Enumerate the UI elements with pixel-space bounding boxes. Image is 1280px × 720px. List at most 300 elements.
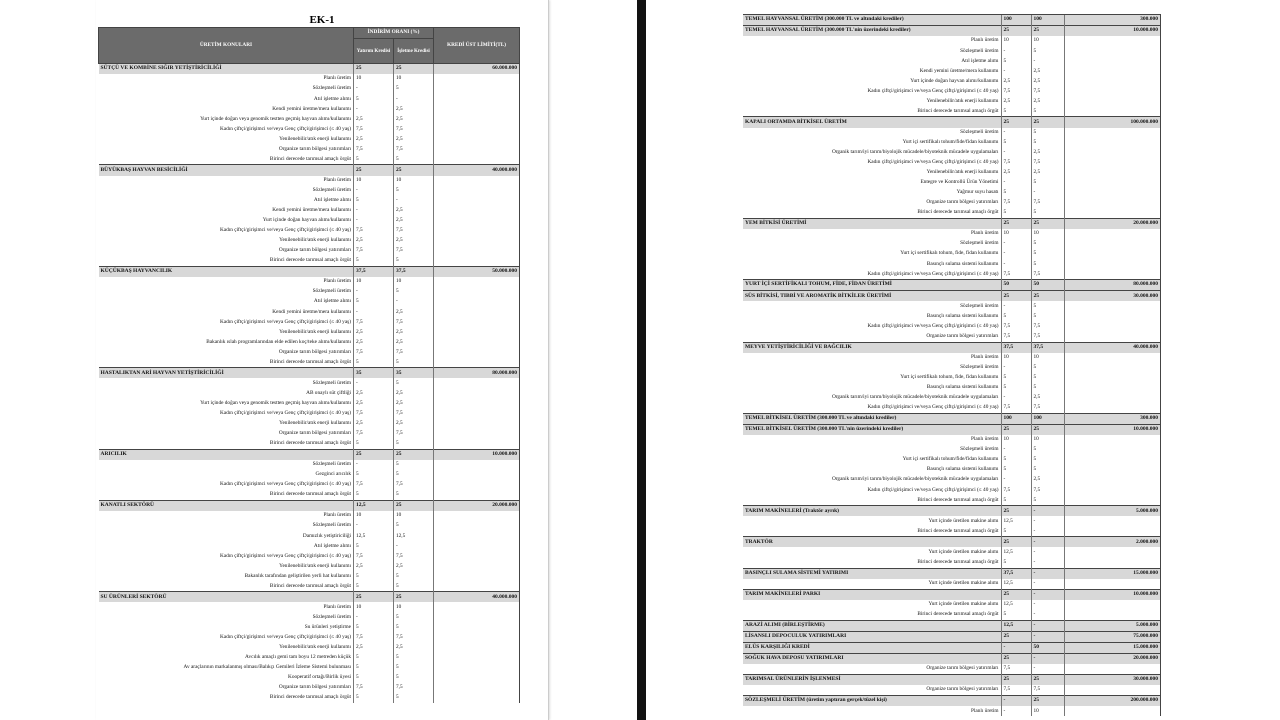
credit-limit: [434, 389, 520, 399]
section-row: [743, 537, 1161, 548]
operating-rate: 2,5: [394, 134, 434, 144]
credit-limit: [1064, 321, 1161, 331]
operating-rate: 5: [394, 663, 434, 673]
right-rate-table: [743, 14, 1161, 716]
operating-rate: 2,5: [394, 307, 434, 317]
credit-limit: [434, 378, 520, 388]
operating-rate: 5: [1031, 46, 1064, 56]
row-label: TARIMSAL ÜRÜNLERİN İŞLENMESİ: [743, 675, 1001, 686]
investment-rate: -: [354, 378, 394, 388]
table-row: [743, 66, 1161, 76]
credit-limit: [1064, 547, 1161, 557]
operating-rate: 7,5: [394, 429, 434, 439]
table-row: [743, 383, 1161, 393]
credit-limit: 100.000.000: [1064, 117, 1161, 128]
operating-rate: 5: [394, 256, 434, 267]
operating-rate: 25: [394, 64, 434, 75]
operating-rate: 5: [1031, 239, 1064, 249]
operating-rate: -: [1031, 600, 1064, 610]
investment-rate: 25: [354, 449, 394, 460]
operating-rate: 25: [394, 449, 434, 460]
investment-rate: 7,5: [354, 144, 394, 154]
investment-rate: 7,5: [354, 409, 394, 419]
row-label: Sözleşmeli üretim: [960, 446, 999, 453]
row-label: SÖZLEŞMELİ ÜRETİM (üretim yaptıran gerçek/tüzel kişi): [743, 696, 1001, 707]
operating-rate: 35: [394, 368, 434, 379]
row-label: Birinci derecede tarımsal amaçlı örgüt: [269, 358, 351, 365]
operating-rate: 7,5: [1031, 485, 1064, 495]
credit-limit: 300.000: [1064, 413, 1161, 424]
row-label: Birinci derecede tarımsal amaçlı örgüt: [269, 155, 351, 162]
investment-rate: 5: [354, 154, 394, 165]
table-row: [99, 94, 520, 104]
investment-rate: 100: [1001, 413, 1031, 424]
investment-rate: -: [1001, 445, 1031, 455]
investment-rate: -: [1001, 393, 1031, 403]
credit-limit: [434, 226, 520, 236]
operating-rate: 50: [1031, 642, 1064, 653]
table-row: [99, 186, 520, 196]
row-label: Entegre ve Kontrollü Ürün Yönetimi: [920, 179, 999, 186]
operating-rate: -: [1031, 631, 1064, 642]
table-row: [743, 373, 1161, 383]
operating-rate: 2,5: [1031, 393, 1064, 403]
credit-limit: [434, 236, 520, 246]
row-label: Planlı üretim: [970, 436, 999, 443]
section-row: [743, 424, 1161, 435]
credit-limit: [434, 409, 520, 419]
row-label: ARAZİ ALIMI (BİRLEŞTİRME): [743, 620, 1001, 631]
operating-rate: 5: [1031, 178, 1064, 188]
table-row: [99, 613, 520, 623]
table-row: [743, 259, 1161, 269]
row-label: Avcılık amaçlı gemi tam boyu 12 metreden küçük: [245, 654, 351, 661]
operating-rate: 5: [394, 490, 434, 501]
credit-limit: [434, 317, 520, 327]
row-label: Yurt içinde üretilen makine alımı: [928, 601, 999, 608]
operating-rate: 10: [394, 176, 434, 186]
table-row: [99, 551, 520, 561]
investment-rate: 7,5: [1001, 269, 1031, 280]
operating-rate: 2,5: [394, 337, 434, 347]
investment-rate: 5: [1001, 138, 1031, 148]
credit-limit: [1064, 259, 1161, 269]
investment-rate: 25: [1001, 631, 1031, 642]
operating-rate: 2,5: [394, 206, 434, 216]
operating-rate: -: [1031, 589, 1064, 600]
credit-limit: [1064, 353, 1161, 363]
section-row: [743, 696, 1161, 707]
operating-rate: 25: [1031, 26, 1064, 37]
investment-rate: 5: [1001, 383, 1031, 393]
table-row: [99, 144, 520, 154]
operating-rate: -: [1031, 620, 1064, 631]
row-label: Yenilenebilir/atık enerji kullanımı: [926, 169, 999, 176]
investment-rate: 5: [1001, 106, 1031, 117]
row-label: Yenilenebilir/atık enerji kullanımı: [279, 135, 351, 142]
investment-rate: 7,5: [354, 683, 394, 693]
table-row: [99, 196, 520, 206]
credit-limit: [434, 176, 520, 186]
credit-limit: [1064, 138, 1161, 148]
operating-rate: 5: [1031, 445, 1064, 455]
investment-rate: 12,5: [1001, 600, 1031, 610]
credit-limit: 20.000.000: [434, 501, 520, 512]
row-label: Sözleşmeli üretim: [960, 47, 999, 54]
row-label: Birinci derecede tarımsal amaçlı örgüt: [269, 694, 351, 701]
credit-limit: 40.000.000: [434, 592, 520, 603]
table-row: [99, 176, 520, 186]
investment-rate: -: [1001, 66, 1031, 76]
table-row: [99, 683, 520, 693]
row-label: Birinci derecede tarımsal amaçlı örgüt: [917, 107, 999, 114]
section-row: [743, 589, 1161, 600]
operating-rate: 5: [394, 154, 434, 165]
credit-limit: 2.000.000: [1064, 537, 1161, 548]
investment-rate: 35: [354, 368, 394, 379]
investment-rate: 25: [1001, 117, 1031, 128]
row-label: BASINÇLI SULAMA SİSTEMİ YATIRIMI: [743, 568, 1001, 579]
section-row: [743, 506, 1161, 517]
credit-limit: [434, 297, 520, 307]
credit-limit: [434, 307, 520, 317]
operating-rate: -: [1031, 537, 1064, 548]
row-label: SU ÜRÜNLERİ SEKTÖRÜ: [99, 592, 354, 603]
table-row: [743, 158, 1161, 168]
operating-rate: 7,5: [394, 633, 434, 643]
row-label: Yurt içi sertifikalı tohum/fide/fidan kullanımı: [902, 456, 999, 463]
section-row: [743, 117, 1161, 128]
table-row: [99, 307, 520, 317]
credit-limit: [1064, 600, 1161, 610]
credit-limit: [434, 663, 520, 673]
operating-rate: 25: [1031, 675, 1064, 686]
investment-rate: -: [354, 104, 394, 114]
row-label: Atıl işletme alımı: [313, 298, 351, 305]
investment-rate: 7,5: [354, 429, 394, 439]
investment-rate: 5: [354, 581, 394, 592]
investment-rate: 12,5: [1001, 547, 1031, 557]
operating-rate: 100: [1031, 15, 1064, 26]
investment-rate: 5: [354, 94, 394, 104]
row-label: Birinci derecede tarımsal amaçlı örgüt: [917, 611, 999, 618]
investment-rate: 7,5: [1001, 664, 1031, 675]
left-rate-table: [98, 27, 520, 703]
table-row: [743, 393, 1161, 403]
investment-rate: 50: [1001, 280, 1031, 291]
table-row: [743, 198, 1161, 208]
operating-rate: 10: [394, 602, 434, 612]
operating-rate: 37,5: [1031, 342, 1064, 353]
row-label: Bakanlık ıslah programlarından elde edilen koç/teke alımı/kullanımı: [206, 338, 351, 345]
row-label: Yurt içinde doğan hayvan alımı/kullanımı: [262, 217, 351, 224]
table-row: [99, 623, 520, 633]
operating-rate: 7,5: [394, 551, 434, 561]
operating-rate: 5: [1031, 495, 1064, 506]
operating-rate: 5: [394, 357, 434, 368]
row-label: Organize tarım bölgesi yatırımları: [278, 145, 351, 152]
section-row: [99, 165, 520, 176]
operating-rate: 10: [1031, 353, 1064, 363]
row-label: Yenilenebilir/atık enerji kullanımı: [279, 328, 351, 335]
table-row: [743, 435, 1161, 445]
operating-rate: -: [394, 297, 434, 307]
operating-rate: 7,5: [394, 246, 434, 256]
investment-rate: -: [354, 613, 394, 623]
investment-rate: 25: [1001, 26, 1031, 37]
investment-rate: 2,5: [1001, 168, 1031, 178]
row-label: Kendi yemini üretme/mera kullanımı: [272, 207, 351, 214]
investment-rate: -: [354, 84, 394, 94]
operating-rate: -: [1031, 506, 1064, 517]
operating-rate: 5: [394, 287, 434, 297]
operating-rate: 7,5: [1031, 158, 1064, 168]
operating-rate: 5: [394, 470, 434, 480]
table-row: [99, 571, 520, 581]
row-label: Planlı üretim: [970, 707, 999, 714]
row-label: Yenilenebilir/atık enerji kullanımı: [926, 97, 999, 104]
section-row: [743, 620, 1161, 631]
investment-rate: 5: [1001, 495, 1031, 506]
operating-rate: 100: [1031, 413, 1064, 424]
investment-rate: -: [354, 216, 394, 226]
operating-rate: 7,5: [394, 317, 434, 327]
table-row: [743, 86, 1161, 96]
row-label: Atıl işletme alımı: [313, 542, 351, 549]
header-discount-rate: İNDİRİM ORANI (%): [354, 28, 434, 39]
section-row: [99, 592, 520, 603]
credit-limit: [434, 124, 520, 134]
investment-rate: 2,5: [354, 134, 394, 144]
operating-rate: -: [1031, 653, 1064, 664]
table-row: [743, 363, 1161, 373]
section-row: [743, 15, 1161, 26]
credit-limit: [1064, 46, 1161, 56]
operating-rate: 5: [1031, 373, 1064, 383]
investment-rate: 10: [354, 74, 394, 84]
table-row: [99, 581, 520, 592]
credit-limit: [1064, 363, 1161, 373]
investment-rate: -: [1001, 148, 1031, 158]
operating-rate: 2,5: [394, 236, 434, 246]
row-label: Sözleşmeli üretim: [312, 613, 351, 620]
table-row: [743, 76, 1161, 86]
row-label: Organize tarım bölgesi yatırımları: [926, 686, 999, 693]
operating-rate: 5: [1031, 455, 1064, 465]
operating-rate: 2,5: [1031, 96, 1064, 106]
table-row: [99, 246, 520, 256]
operating-rate: 10: [1031, 435, 1064, 445]
operating-rate: -: [394, 196, 434, 206]
left-table-body: [99, 64, 520, 703]
section-row: [743, 291, 1161, 302]
credit-limit: [434, 683, 520, 693]
credit-limit: 10.000.000: [1064, 589, 1161, 600]
row-label: Birinci derecede tarımsal amaçlı örgüt: [917, 558, 999, 565]
credit-limit: [434, 439, 520, 450]
operating-rate: -: [1031, 664, 1064, 675]
credit-limit: [1064, 128, 1161, 138]
row-label: TRAKTÖR: [743, 537, 1001, 548]
row-label: Sözleşmeli üretim: [960, 240, 999, 247]
credit-limit: [434, 216, 520, 226]
left-page: [96, 0, 549, 720]
investment-rate: -: [1001, 642, 1031, 653]
credit-limit: [1064, 485, 1161, 495]
investment-rate: -: [1001, 46, 1031, 56]
investment-rate: 7,5: [1001, 685, 1031, 696]
operating-rate: -: [1031, 557, 1064, 568]
row-label: Organize tarım bölgesi yatırımları: [278, 348, 351, 355]
row-label: Sözleşmeli üretim: [312, 522, 351, 529]
investment-rate: 10: [354, 511, 394, 521]
investment-rate: 2,5: [354, 399, 394, 409]
row-label: Planlı üretim: [323, 176, 351, 183]
row-label: YURT İÇİ SERTİFİKALI TOHUM, FİDE, FİDAN ÜRETİMİ: [743, 280, 1001, 291]
credit-limit: [434, 74, 520, 84]
operating-rate: 2,5: [394, 561, 434, 571]
investment-rate: 7,5: [1001, 485, 1031, 495]
investment-rate: 2,5: [354, 643, 394, 653]
row-label: Kendi yemini üretme/mera kullanımı: [919, 67, 999, 74]
section-row: [743, 218, 1161, 229]
row-label: Basınçlı sulama sistemi kullanımı: [926, 260, 999, 267]
row-label: TARIM MAKİNELERİ PARKI: [743, 589, 1001, 600]
row-label: Sözleşmeli üretim: [312, 379, 351, 386]
operating-rate: 2,5: [1031, 66, 1064, 76]
row-label: Yurt içinde üretilen makine alımı: [928, 579, 999, 586]
row-label: KAPALI ORTAMDA BİTKİSEL ÜRETİM: [743, 117, 1001, 128]
row-label: MEYVE YETİŞTİRİCİLİĞİ VE BAĞCILIK: [743, 342, 1001, 353]
investment-rate: 10: [1001, 353, 1031, 363]
investment-rate: -: [354, 307, 394, 317]
operating-rate: -: [394, 94, 434, 104]
operating-rate: 5: [1031, 465, 1064, 475]
investment-rate: 5: [354, 490, 394, 501]
table-row: [99, 216, 520, 226]
operating-rate: 2,5: [1031, 475, 1064, 485]
credit-limit: 15.000.000: [1064, 642, 1161, 653]
table-row: [99, 470, 520, 480]
row-label: Kadın çiftçi/girişimci ve/veya Genç çiftçi/girişimci (≤ 40 yaş): [867, 322, 999, 329]
credit-limit: [1064, 301, 1161, 311]
credit-limit: [1064, 311, 1161, 321]
operating-rate: 7,5: [394, 480, 434, 490]
credit-limit: [434, 571, 520, 581]
credit-limit: [434, 643, 520, 653]
credit-limit: [1064, 76, 1161, 86]
credit-limit: [1064, 610, 1161, 621]
row-label: Planlı üretim: [323, 278, 351, 285]
header-production-topics: ÜRETİM KONULARI: [99, 28, 354, 64]
row-label: Kadın çiftçi/girişimci ve/veya Genç çiftçi/girişimci (≤ 40 yaş): [867, 87, 999, 94]
row-label: TEMEL BİTKİSEL ÜRETİM (300.000 TL ve altındaki krediler): [743, 413, 1001, 424]
row-label: Organize tarım bölgesi yatırımları: [278, 684, 351, 691]
operating-rate: 7,5: [1031, 321, 1064, 331]
investment-rate: 5: [1001, 373, 1031, 383]
credit-limit: 300.000: [1064, 15, 1161, 26]
credit-limit: [1064, 706, 1161, 716]
credit-limit: [1064, 249, 1161, 259]
investment-rate: 2,5: [354, 236, 394, 246]
row-label: Yurt içinde doğan hayvan alımı/kullanımı: [910, 77, 999, 84]
investment-rate: 5: [354, 623, 394, 633]
row-label: Birinci derecede tarımsal amaçlı örgüt: [269, 582, 351, 589]
table-row: [743, 579, 1161, 590]
row-label: TARIM MAKİNELERİ (Traktör ayrık): [743, 506, 1001, 517]
row-label: Atıl işletme alımı: [961, 57, 999, 64]
credit-limit: 75.000.000: [1064, 631, 1161, 642]
section-row: [743, 280, 1161, 291]
operating-rate: 5: [394, 653, 434, 663]
operating-rate: 5: [394, 673, 434, 683]
table-row: [743, 56, 1161, 66]
investment-rate: 7,5: [1001, 158, 1031, 168]
credit-limit: [434, 480, 520, 490]
investment-rate: 5: [1001, 526, 1031, 537]
operating-rate: 5: [394, 84, 434, 94]
investment-rate: 2,5: [354, 389, 394, 399]
investment-rate: 12,5: [1001, 620, 1031, 631]
investment-rate: 100: [1001, 15, 1031, 26]
operating-rate: 7,5: [394, 144, 434, 154]
operating-rate: 5: [1031, 138, 1064, 148]
section-row: [743, 413, 1161, 424]
row-label: BÜYÜKBAŞ HAYVAN BESİCİLİĞİ: [99, 165, 354, 176]
credit-limit: [434, 490, 520, 501]
operating-rate: 5: [394, 439, 434, 450]
credit-limit: [1064, 239, 1161, 249]
row-label: Basınçlı sulama sistemi kullanımı: [926, 384, 999, 391]
credit-limit: 40.000.000: [1064, 342, 1161, 353]
investment-rate: 5: [354, 541, 394, 551]
operating-rate: 5: [394, 613, 434, 623]
table-row: [99, 226, 520, 236]
credit-limit: 30.000.000: [1064, 291, 1161, 302]
page-divider: [637, 0, 646, 720]
operating-rate: 10: [1031, 706, 1064, 716]
credit-limit: [434, 206, 520, 216]
investment-rate: 25: [1001, 291, 1031, 302]
table-row: [743, 249, 1161, 259]
table-row: [99, 409, 520, 419]
table-row: [99, 633, 520, 643]
row-label: LİSANSLI DEPOCULUK YATIRIMLARI: [743, 631, 1001, 642]
table-row: [743, 311, 1161, 321]
investment-rate: 5: [1001, 188, 1031, 198]
table-row: [99, 561, 520, 571]
credit-limit: [434, 511, 520, 521]
credit-limit: [434, 581, 520, 592]
investment-rate: 7,5: [1001, 403, 1031, 414]
credit-limit: [1064, 685, 1161, 696]
credit-limit: [434, 277, 520, 287]
credit-limit: [434, 633, 520, 643]
investment-rate: 7,5: [354, 226, 394, 236]
investment-rate: 5: [354, 297, 394, 307]
row-label: Organik tarım/iyi tarım/biyolojik mücadele/biyoteknik mücadele uygulamaları: [831, 148, 999, 155]
operating-rate: 10: [394, 74, 434, 84]
table-row: [99, 256, 520, 267]
credit-limit: [1064, 148, 1161, 158]
operating-rate: 5: [394, 378, 434, 388]
table-row: [99, 419, 520, 429]
investment-rate: 7,5: [1001, 331, 1031, 342]
credit-limit: 200.000.000: [1064, 696, 1161, 707]
table-row: [99, 399, 520, 409]
row-label: Birinci derecede tarımsal amaçlı örgüt: [917, 209, 999, 216]
table-row: [743, 46, 1161, 56]
